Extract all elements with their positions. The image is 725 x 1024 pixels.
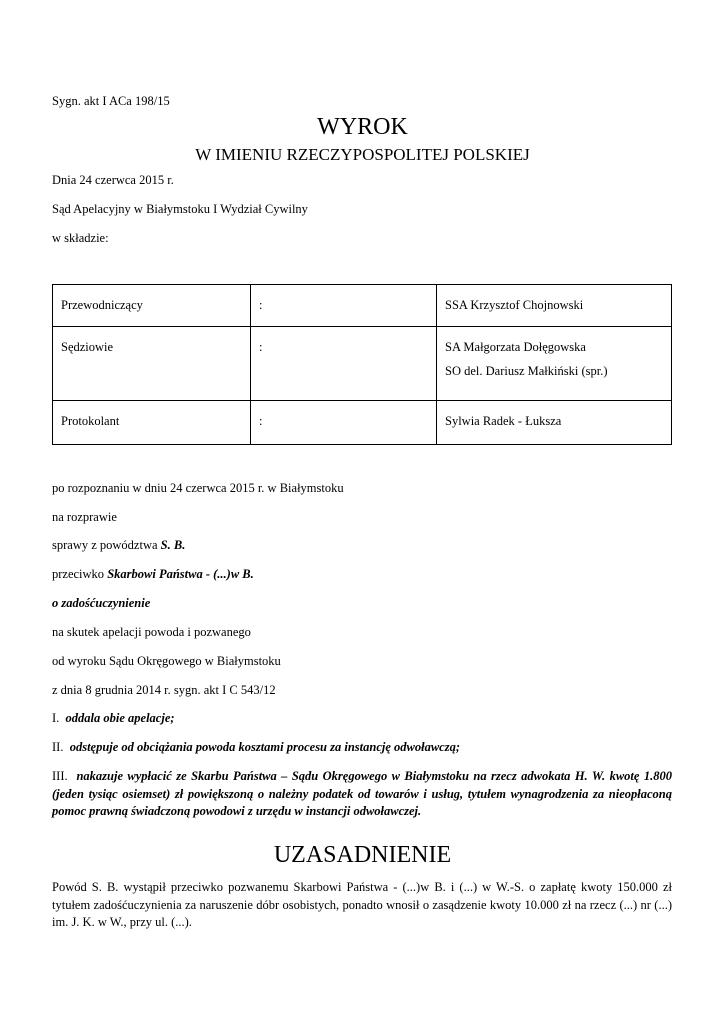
panel-separator: : xyxy=(251,401,437,445)
panel-role: Przewodniczący xyxy=(53,285,251,327)
ruling-item xyxy=(52,768,672,821)
panel-member: Sylwia Radek - Łuksza xyxy=(437,401,672,445)
panel-separator: : xyxy=(251,327,437,401)
panel-row xyxy=(53,327,672,401)
appeal-line: na skutek apelacji powoda i pozwanego xyxy=(52,625,251,639)
ruling-text: nakazuje wypłacić ze Skarbu Państwa – Sądu Okręgowego w Białymstoku na rzecz adwokata H. W. kwotę 1.800 (jeden tysiąc osiemset) zł powiększoną o należny podatek od towarów i usług, tytułem wynagrodzenia za nieopłaconą pomoc prawną świadczoną powodowi z urzędu w instancji odwoławczej. xyxy=(52,769,672,818)
defendant-prefix: przeciwko xyxy=(52,567,108,581)
panel-role: Protokolant xyxy=(53,401,251,445)
plaintiff-prefix: sprawy z powództwa xyxy=(52,538,161,552)
panel-role: Sędziowie xyxy=(53,327,251,401)
ruling-number: I. xyxy=(52,711,60,725)
composition-label: w składzie: xyxy=(52,231,109,245)
panel-row xyxy=(53,285,672,327)
justification-paragraph: Powód S. B. wystąpił przeciwko pozwanemu Skarbowi Państwa - (...)w B. i (...) w W.-S. o zapłatę kwoty 150.000 zł tytułem zadośćuczynienia za naruszenie dóbr osobistych, ponadto wnosił o zasądzenie kwoty 10.000 zł na rzecz (...) nr (...) im. J. K. w W., przy ul. (...). xyxy=(52,880,672,929)
hearing-line: po rozpoznaniu w dniu 24 czerwca 2015 r. w Białymstoku xyxy=(52,481,344,495)
panel-members-cell xyxy=(437,327,672,401)
panel-row xyxy=(53,401,672,445)
ruling-text: odstępuje od obciążania powoda kosztami procesu za instancję odwoławczą; xyxy=(69,740,461,754)
ruling-item xyxy=(52,740,460,756)
justification-title: UZASADNIENIE xyxy=(273,842,452,868)
case-signature: Sygn. akt I ACa 198/15 xyxy=(52,94,170,108)
panel-separator: : xyxy=(251,285,437,327)
document-subtitle: W IMIENIU RZECZYPOSPOLITEJ POLSKIEJ xyxy=(195,145,530,164)
ruling-item xyxy=(52,711,175,727)
ruling-number: III. xyxy=(52,769,68,783)
defendant-name: Skarbowi Państwa - (...)w B. xyxy=(107,567,254,581)
court-name: Sąd Apelacyjny w Białymstoku I Wydział Cywilny xyxy=(52,202,308,216)
plaintiff-line xyxy=(52,538,185,554)
panel-member: SA Małgorzata Dołęgowska xyxy=(445,340,586,354)
judgment-of-line: od wyroku Sądu Okręgowego w Białymstoku xyxy=(52,654,281,668)
panel-table xyxy=(52,284,672,445)
panel-member: SSA Krzysztof Chojnowski xyxy=(437,285,672,327)
ruling-number: II. xyxy=(52,740,64,754)
document-title: WYROK xyxy=(317,114,408,140)
ruling-text: oddala obie apelacje; xyxy=(65,711,175,725)
defendant-line xyxy=(52,567,254,583)
panel-member: SO del. Dariusz Małkiński (spr.) xyxy=(445,364,608,378)
case-subject: o zadośćuczynienie xyxy=(52,596,151,610)
date-line: Dnia 24 czerwca 2015 r. xyxy=(52,173,174,187)
plaintiff-name: S. B. xyxy=(160,538,186,552)
judgment-date-line: z dnia 8 grudnia 2014 r. sygn. akt I C 543/12 xyxy=(52,683,276,697)
session-line: na rozprawie xyxy=(52,510,117,524)
